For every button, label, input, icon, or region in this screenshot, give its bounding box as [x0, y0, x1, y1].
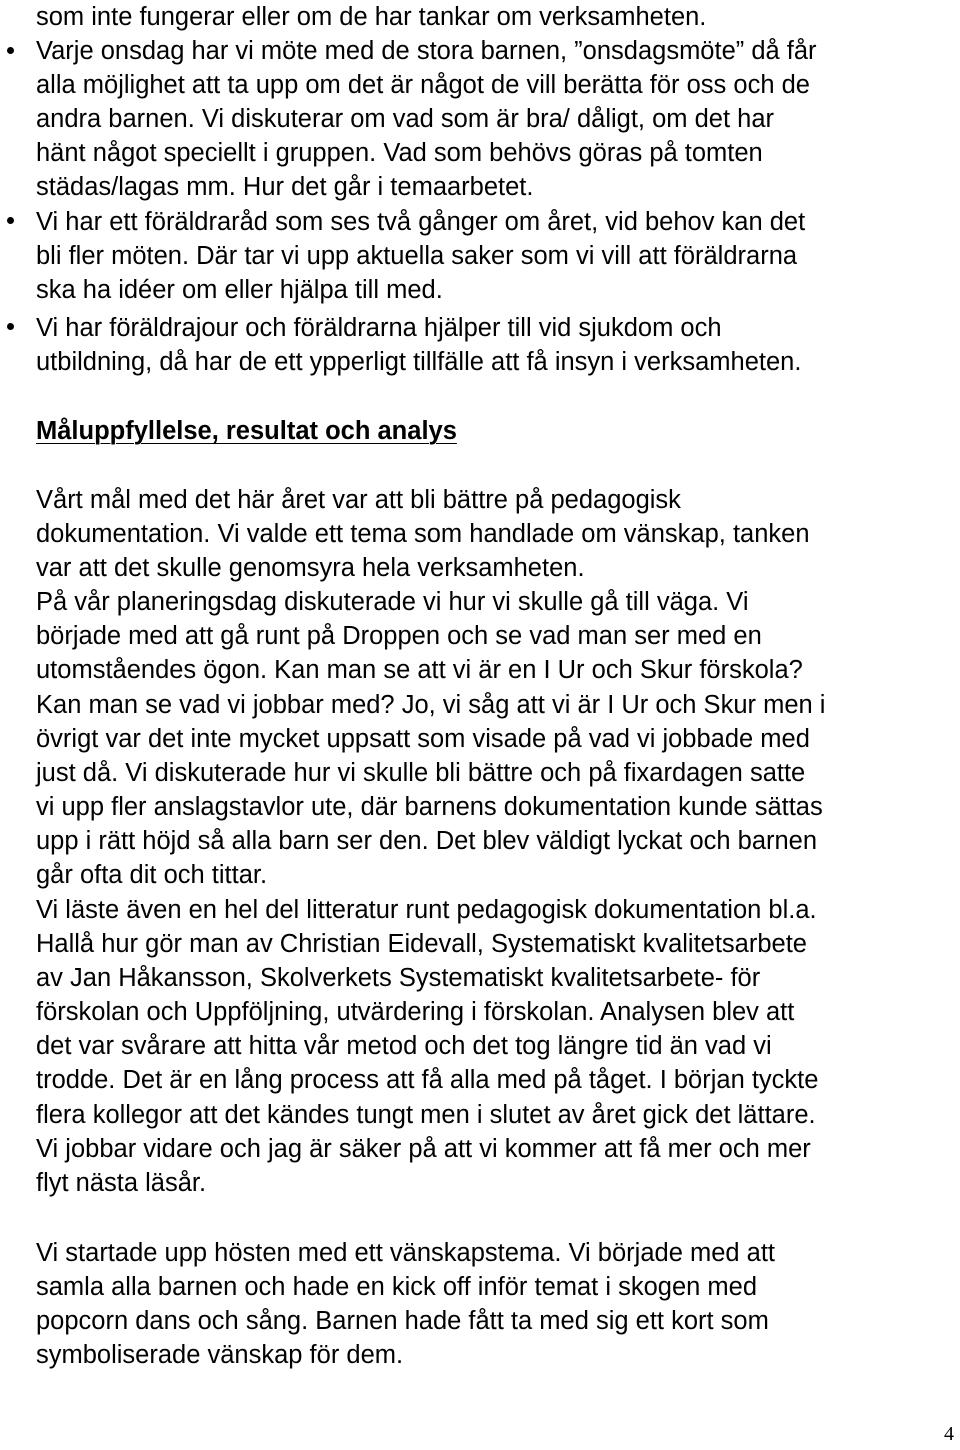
paragraph-line: utomståendes ögon. Kan man se att vi är en I Ur och Skur förskola?: [36, 656, 803, 684]
paragraph-line: flyt nästa läsår.: [36, 1169, 207, 1197]
paragraph-line: flera kollegor att det kändes tungt men i slutet av året gick det lättare.: [36, 1101, 816, 1129]
paragraph-line: av Jan Håkansson, Skolverkets Systematiskt kvalitetsarbete- för: [36, 964, 761, 992]
bullet-line: utbildning, då har de ett ypperligt tillfälle att få insyn i verksamheten.: [36, 348, 802, 376]
paragraph-line: började med att gå runt på Droppen och se vad man ser med en: [36, 622, 762, 650]
bullet-icon: [7, 323, 14, 330]
paragraph-line: Vi jobbar vidare och jag är säker på att vi kommer att få mer och mer: [36, 1135, 811, 1163]
bullet-line: Vi har ett föräldraråd som ses två gånger om året, vid behov kan det: [36, 208, 806, 236]
section-heading: Måluppfyllelse, resultat och analys: [36, 417, 457, 445]
bullet-line: Vi har föräldrajour och föräldrarna hjälper till vid sjukdom och: [36, 314, 722, 342]
paragraph-line: Vi läste även en hel del litteratur runt pedagogisk dokumentation bl.a.: [36, 896, 817, 924]
paragraph-line: Vi startade upp hösten med ett vänskapstema. Vi började med att: [36, 1239, 776, 1267]
bullet-line: ska ha idéer om eller hjälpa till med.: [36, 276, 443, 304]
paragraph-line: dokumentation. Vi valde ett tema som handlade om vänskap, tanken: [36, 520, 810, 548]
paragraph-line: övrigt var det inte mycket uppsatt som visade på vad vi jobbade med: [36, 725, 810, 753]
bullet-line: hänt något speciellt i gruppen. Vad som behövs göras på tomten: [36, 139, 763, 167]
paragraph-line: går ofta dit och tittar.: [36, 861, 268, 889]
bullet-line: städas/lagas mm. Hur det går i temaarbetet.: [36, 173, 534, 201]
bullet-icon: [7, 217, 14, 224]
paragraph-line: förskolan och Uppföljning, utvärdering i förskolan. Analysen blev att: [36, 998, 795, 1026]
paragraph-line: som inte fungerar eller om de har tankar om verksamheten.: [36, 3, 707, 31]
paragraph-line: popcorn dans och sång. Barnen hade fått ta med sig ett kort som: [36, 1307, 769, 1335]
paragraph-line: det var svårare att hitta vår metod och det tog längre tid än vad vi: [36, 1032, 772, 1060]
paragraph-line: trodde. Det är en lång process att få alla med på tåget. I början tyckte: [36, 1066, 819, 1094]
bullet-line: bli fler möten. Där tar vi upp aktuella saker som vi vill att föräldrarna: [36, 242, 798, 270]
bullet-icon: [7, 47, 14, 54]
bullet-line: Varje onsdag har vi möte med de stora barnen, ”onsdagsmöte” då får: [36, 37, 817, 65]
paragraph-line: vi upp fler anslagstavlor ute, där barnens dokumentation kunde sättas: [36, 793, 823, 821]
paragraph-line: var att det skulle genomsyra hela verksamheten.: [36, 554, 585, 582]
paragraph-line: upp i rätt höjd så alla barn ser den. Det blev väldigt lyckat och barnen: [36, 827, 818, 855]
paragraph-line: symboliserade vänskap för dem.: [36, 1341, 404, 1369]
paragraph-line: just då. Vi diskuterade hur vi skulle bli bättre och på fixardagen satte: [36, 759, 806, 787]
bullet-line: andra barnen. Vi diskuterar om vad som är bra/ dåligt, om det har: [36, 105, 774, 133]
paragraph-line: Vårt mål med det här året var att bli bättre på pedagogisk: [36, 486, 681, 514]
paragraph-line: Hallå hur gör man av Christian Eidevall, Systematiskt kvalitetsarbete: [36, 930, 807, 958]
page-number: 4: [944, 1423, 954, 1445]
paragraph-line: På vår planeringsdag diskuterade vi hur vi skulle gå till väga. Vi: [36, 588, 749, 616]
paragraph-line: Kan man se vad vi jobbar med? Jo, vi såg att vi är I Ur och Skur men i: [36, 691, 826, 719]
paragraph-line: samla alla barnen och hade en kick off inför temat i skogen med: [36, 1273, 758, 1301]
bullet-line: alla möjlighet att ta upp om det är något de vill berätta för oss och de: [36, 71, 810, 99]
